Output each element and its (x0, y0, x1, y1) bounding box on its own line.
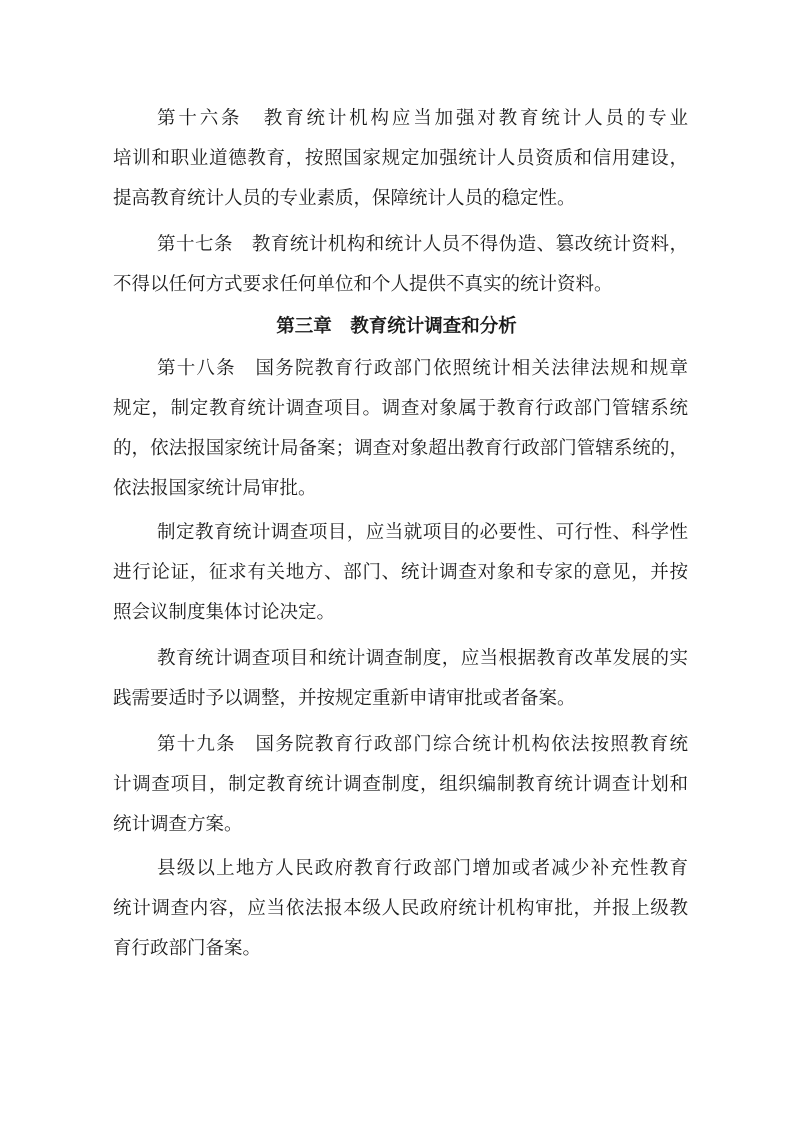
article-18-p3-line-2: 践需要适时予以调整，并按规定重新申请审批或者备案。 (113, 688, 576, 709)
article-16-line-3: 提高教育统计人员的专业素质，保障统计人员的稳定性。 (113, 188, 576, 209)
article-18-line-3: 的，依法报国家统计局备案；调查对象超出教育行政部门管辖系统的， (113, 438, 688, 459)
article-16-line-2: 培训和职业道德教育，按照国家规定加强统计人员资质和信用建设， (113, 148, 688, 169)
article-19-line-2: 计调查项目，制定教育统计调查制度，组织编制教育统计调查计划和 (113, 774, 688, 795)
article-18-line-1: 第十八条 国务院教育行政部门依照统计相关法律法规和规章 (157, 358, 688, 379)
article-19-p2-line-3: 育行政部门备案。 (113, 938, 262, 959)
article-19-line-1: 第十九条 国务院教育行政部门综合统计机构依法按照教育统 (157, 734, 688, 755)
article-18-p3-line-1: 教育统计调查项目和统计调查制度，应当根据教育改革发展的实 (157, 648, 688, 669)
article-19-p2-line-2: 统计调查内容，应当依法报本级人民政府统计机构审批，并报上级教 (113, 898, 688, 919)
article-16-line-1: 第十六条 教育统计机构应当加强对教育统计人员的专业 (157, 108, 688, 129)
article-18-p2-line-1: 制定教育统计调查项目，应当就项目的必要性、可行性、科学性 (157, 522, 688, 543)
article-18-p2-line-3: 照会议制度集体讨论决定。 (113, 602, 336, 623)
chapter-heading: 第三章 教育统计调查和分析 (276, 316, 517, 337)
article-18-line-4: 依法报国家统计局审批。 (113, 478, 317, 499)
article-19-line-3: 统计调查方案。 (113, 814, 243, 835)
article-17-line-1: 第十七条 教育统计机构和统计人员不得伪造、篡改统计资料， (157, 234, 688, 255)
article-19-p2-line-1: 县级以上地方人民政府教育行政部门增加或者减少补充性教育 (157, 858, 688, 879)
article-18-line-2: 规定，制定教育统计调查项目。调查对象属于教育行政部门管辖系统 (113, 398, 688, 419)
article-18-p2-line-2: 进行论证，征求有关地方、部门、统计调查对象和专家的意见，并按 (113, 562, 688, 583)
article-17-line-2: 不得以任何方式要求任何单位和个人提供不真实的统计资料。 (113, 274, 613, 295)
